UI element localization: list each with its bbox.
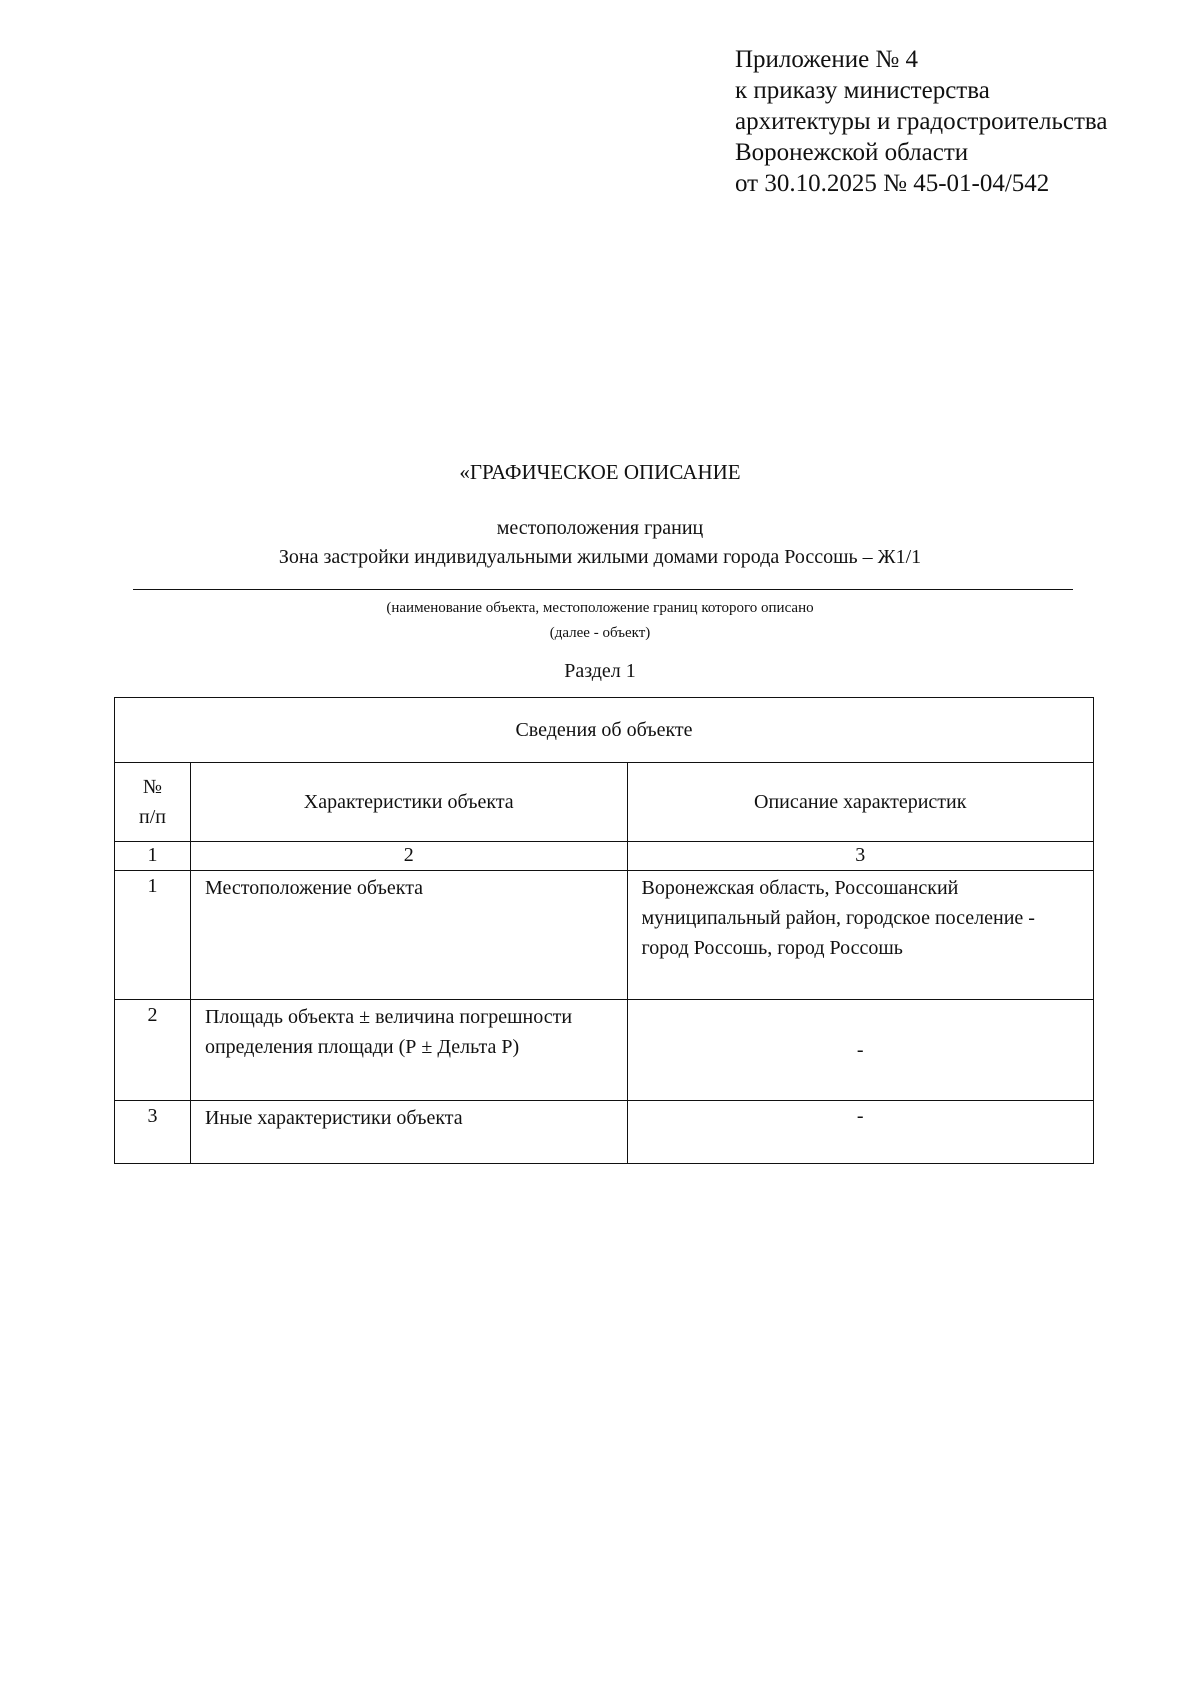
- appendix-line: архитектуры и градостроительства: [735, 108, 1108, 135]
- header-characteristic: Характеристики объекта: [190, 763, 627, 842]
- object-name-note: [0, 596, 1200, 646]
- row-characteristic: Иные характеристики объекта: [190, 1101, 627, 1164]
- table-caption: Сведения об объекте: [115, 698, 1094, 763]
- column-number: 3: [627, 842, 1094, 871]
- object-name: Зона застройки индивидуальными жилыми домами города Россошь – Ж1/1: [278, 546, 922, 568]
- underline-divider: [133, 589, 1073, 590]
- section-heading: Раздел 1: [564, 660, 636, 682]
- row-number: 1: [115, 871, 191, 1000]
- note-line: (наименование объекта, местоположение границ которого описано: [386, 600, 814, 616]
- header-description: Описание характеристик: [627, 763, 1094, 842]
- note-line: (далее - объект): [549, 625, 651, 641]
- appendix-line: от 30.10.2025 № 45-01-04/542: [735, 170, 1050, 197]
- document-subtitle: местоположения границ: [496, 517, 704, 539]
- table-row: [115, 871, 1094, 1000]
- appendix-header: [735, 44, 1175, 199]
- table-row: [115, 1101, 1094, 1164]
- appendix-line: Воронежской области: [735, 139, 969, 166]
- row-description: -: [627, 1000, 1094, 1101]
- document-title: «ГРАФИЧЕСКОЕ ОПИСАНИЕ: [459, 460, 741, 484]
- appendix-line: к приказу министерства: [735, 77, 990, 104]
- object-info-table: [114, 697, 1094, 1164]
- column-number: 1: [115, 842, 191, 871]
- row-number: 3: [115, 1101, 191, 1164]
- row-description: -: [627, 1101, 1094, 1164]
- appendix-line: Приложение № 4: [735, 46, 919, 73]
- row-description: Воронежская область, Россошанский муниципальный район, городское поселение - город Россошь, город Россошь: [627, 871, 1094, 1000]
- table-row: [115, 1000, 1094, 1101]
- row-characteristic: Местоположение объекта: [190, 871, 627, 1000]
- column-number: 2: [190, 842, 627, 871]
- row-number: 2: [115, 1000, 191, 1101]
- header-number: № п/п: [115, 763, 191, 842]
- row-characteristic: Площадь объекта ± величина погрешности определения площади (Р ± Дельта Р): [190, 1000, 627, 1101]
